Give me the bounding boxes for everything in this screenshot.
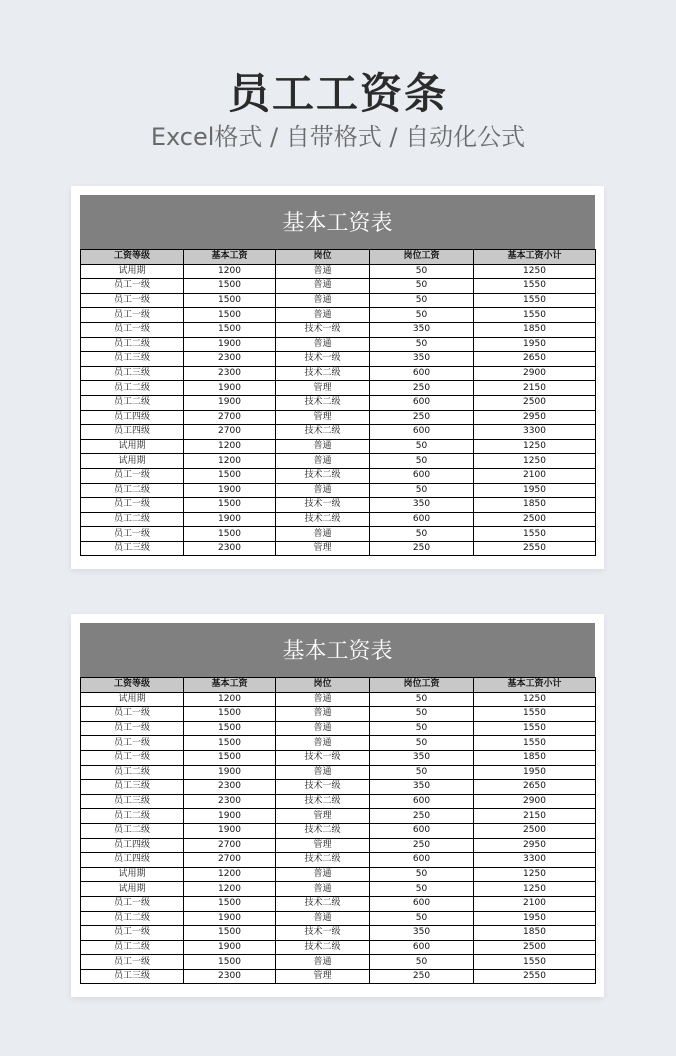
cell-grade: 员工一级 <box>81 293 184 308</box>
cell-post: 普通 <box>276 337 370 352</box>
cell-post-salary: 50 <box>370 692 474 707</box>
cell-grade: 员工二级 <box>81 512 184 527</box>
cell-grade: 员工一级 <box>81 279 184 294</box>
table-row <box>81 527 596 542</box>
cell-grade: 员工二级 <box>81 809 184 824</box>
cell-base-salary: 1200 <box>184 454 276 469</box>
cell-base-salary: 1200 <box>184 264 276 279</box>
cell-post-salary: 350 <box>370 780 474 795</box>
cell-base-salary: 1500 <box>184 896 276 911</box>
cell-subtotal: 1250 <box>474 439 596 454</box>
cell-base-salary: 1500 <box>184 527 276 542</box>
cell-base-salary: 1900 <box>184 823 276 838</box>
cell-base-salary: 1500 <box>184 468 276 483</box>
cell-subtotal: 2650 <box>474 780 596 795</box>
cell-grade: 试用期 <box>81 867 184 882</box>
cell-grade: 员工一级 <box>81 322 184 337</box>
cell-subtotal: 1850 <box>474 498 596 513</box>
cell-grade: 员工三级 <box>81 541 184 556</box>
cell-subtotal: 1250 <box>474 882 596 897</box>
cell-subtotal: 2950 <box>474 410 596 425</box>
cell-grade: 员工二级 <box>81 940 184 955</box>
salary-sheet-card-2 <box>71 614 604 997</box>
column-header-post-salary: 岗位工资 <box>370 250 474 265</box>
cell-base-salary: 1500 <box>184 308 276 323</box>
cell-subtotal: 2650 <box>474 352 596 367</box>
cell-post: 普通 <box>276 765 370 780</box>
cell-base-salary: 1200 <box>184 439 276 454</box>
table-row <box>81 337 596 352</box>
cell-grade: 员工一级 <box>81 955 184 970</box>
cell-grade: 员工二级 <box>81 395 184 410</box>
cell-post: 普通 <box>276 264 370 279</box>
table-row <box>81 352 596 367</box>
cell-grade: 员工一级 <box>81 468 184 483</box>
cell-post: 普通 <box>276 483 370 498</box>
cell-post-salary: 50 <box>370 279 474 294</box>
cell-base-salary: 1900 <box>184 765 276 780</box>
cell-subtotal: 1550 <box>474 955 596 970</box>
table-row <box>81 955 596 970</box>
cell-post-salary: 350 <box>370 750 474 765</box>
cell-post-salary: 50 <box>370 707 474 722</box>
table-row <box>81 308 596 323</box>
cell-post: 技术二级 <box>276 366 370 381</box>
cell-post-salary: 50 <box>370 527 474 542</box>
cell-grade: 员工三级 <box>81 969 184 984</box>
cell-grade: 试用期 <box>81 454 184 469</box>
cell-grade: 员工二级 <box>81 381 184 396</box>
cell-grade: 员工二级 <box>81 911 184 926</box>
cell-subtotal: 1250 <box>474 454 596 469</box>
cell-post: 技术二级 <box>276 468 370 483</box>
cell-subtotal: 3300 <box>474 425 596 440</box>
table-row <box>81 853 596 868</box>
cell-grade: 员工四级 <box>81 425 184 440</box>
cell-grade: 员工一级 <box>81 707 184 722</box>
cell-subtotal: 1850 <box>474 926 596 941</box>
cell-post-salary: 600 <box>370 395 474 410</box>
cell-base-salary: 1500 <box>184 721 276 736</box>
salary-sheet-card-1 <box>71 186 604 569</box>
cell-base-salary: 1500 <box>184 498 276 513</box>
cell-subtotal: 2500 <box>474 940 596 955</box>
cell-base-salary: 1200 <box>184 867 276 882</box>
table-row <box>81 498 596 513</box>
cell-post-salary: 50 <box>370 765 474 780</box>
cell-base-salary: 1900 <box>184 381 276 396</box>
column-header-subtotal: 基本工资小计 <box>474 678 596 693</box>
cell-post-salary: 250 <box>370 809 474 824</box>
cell-subtotal: 1950 <box>474 765 596 780</box>
cell-post-salary: 50 <box>370 911 474 926</box>
cell-post-salary: 600 <box>370 366 474 381</box>
cell-post: 技术二级 <box>276 794 370 809</box>
cell-post: 技术一级 <box>276 750 370 765</box>
column-header-post-salary: 岗位工资 <box>370 678 474 693</box>
cell-post-salary: 250 <box>370 838 474 853</box>
page-title: 员工工资条 <box>227 69 448 118</box>
cell-base-salary: 1900 <box>184 337 276 352</box>
cell-grade: 员工二级 <box>81 483 184 498</box>
table-row <box>81 541 596 556</box>
table-row <box>81 264 596 279</box>
table-body <box>81 692 596 984</box>
cell-subtotal: 1550 <box>474 736 596 751</box>
cell-grade: 员工一级 <box>81 308 184 323</box>
cell-post-salary: 600 <box>370 425 474 440</box>
cell-grade: 试用期 <box>81 439 184 454</box>
cell-post: 普通 <box>276 867 370 882</box>
cell-subtotal: 1250 <box>474 867 596 882</box>
cell-base-salary: 1900 <box>184 940 276 955</box>
table-row <box>81 911 596 926</box>
cell-base-salary: 1200 <box>184 882 276 897</box>
cell-grade: 员工三级 <box>81 780 184 795</box>
cell-base-salary: 2300 <box>184 541 276 556</box>
cell-subtotal: 1250 <box>474 692 596 707</box>
cell-base-salary: 1900 <box>184 483 276 498</box>
cell-base-salary: 1500 <box>184 750 276 765</box>
cell-post-salary: 600 <box>370 794 474 809</box>
cell-post-salary: 250 <box>370 381 474 396</box>
table-row <box>81 736 596 751</box>
cell-grade: 员工二级 <box>81 823 184 838</box>
sheet-title: 基本工资表 <box>80 195 595 249</box>
cell-post: 技术二级 <box>276 940 370 955</box>
table-row <box>81 750 596 765</box>
cell-post-salary: 50 <box>370 308 474 323</box>
cell-grade: 员工三级 <box>81 366 184 381</box>
cell-post: 管理 <box>276 809 370 824</box>
cell-post-salary: 50 <box>370 439 474 454</box>
cell-subtotal: 2900 <box>474 366 596 381</box>
cell-subtotal: 1250 <box>474 264 596 279</box>
cell-grade: 试用期 <box>81 882 184 897</box>
cell-post-salary: 50 <box>370 264 474 279</box>
cell-post-salary: 50 <box>370 483 474 498</box>
cell-post: 技术一级 <box>276 352 370 367</box>
cell-grade: 员工一级 <box>81 926 184 941</box>
column-header-base-salary: 基本工资 <box>184 678 276 693</box>
cell-grade: 员工二级 <box>81 337 184 352</box>
cell-base-salary: 2700 <box>184 425 276 440</box>
table-row <box>81 794 596 809</box>
cell-post-salary: 350 <box>370 498 474 513</box>
cell-grade: 员工一级 <box>81 896 184 911</box>
table-row <box>81 838 596 853</box>
cell-post-salary: 250 <box>370 541 474 556</box>
cell-post-salary: 50 <box>370 867 474 882</box>
cell-grade: 员工三级 <box>81 352 184 367</box>
cell-post: 普通 <box>276 308 370 323</box>
cell-post-salary: 350 <box>370 352 474 367</box>
table-row <box>81 765 596 780</box>
cell-grade: 员工四级 <box>81 853 184 868</box>
cell-post-salary: 600 <box>370 853 474 868</box>
cell-subtotal: 1550 <box>474 308 596 323</box>
cell-subtotal: 1550 <box>474 279 596 294</box>
cell-subtotal: 1850 <box>474 750 596 765</box>
table-row <box>81 780 596 795</box>
cell-base-salary: 1200 <box>184 692 276 707</box>
table-row <box>81 293 596 308</box>
cell-base-salary: 2700 <box>184 410 276 425</box>
cell-post: 技术一级 <box>276 780 370 795</box>
cell-post-salary: 600 <box>370 468 474 483</box>
cell-post: 普通 <box>276 911 370 926</box>
table-row <box>81 468 596 483</box>
cell-post: 技术一级 <box>276 498 370 513</box>
table-row <box>81 395 596 410</box>
cell-subtotal: 1950 <box>474 337 596 352</box>
cell-subtotal: 2150 <box>474 809 596 824</box>
cell-grade: 员工四级 <box>81 410 184 425</box>
table-row <box>81 721 596 736</box>
cell-base-salary: 1500 <box>184 279 276 294</box>
column-header-base-salary: 基本工资 <box>184 250 276 265</box>
cell-base-salary: 1500 <box>184 955 276 970</box>
cell-post-salary: 50 <box>370 736 474 751</box>
cell-subtotal: 2550 <box>474 969 596 984</box>
cell-grade: 试用期 <box>81 264 184 279</box>
cell-base-salary: 2700 <box>184 853 276 868</box>
cell-grade: 员工三级 <box>81 794 184 809</box>
cell-grade: 员工四级 <box>81 838 184 853</box>
cell-post-salary: 50 <box>370 955 474 970</box>
salary-table <box>80 677 596 984</box>
cell-post: 管理 <box>276 969 370 984</box>
cell-subtotal: 2150 <box>474 381 596 396</box>
cell-subtotal: 2100 <box>474 896 596 911</box>
cell-subtotal: 2500 <box>474 512 596 527</box>
cell-grade: 员工二级 <box>81 765 184 780</box>
table-row <box>81 940 596 955</box>
cell-post: 管理 <box>276 838 370 853</box>
cell-base-salary: 1500 <box>184 926 276 941</box>
cell-post: 普通 <box>276 955 370 970</box>
cell-post-salary: 50 <box>370 293 474 308</box>
cell-post-salary: 50 <box>370 721 474 736</box>
cell-subtotal: 2100 <box>474 468 596 483</box>
cell-grade: 试用期 <box>81 692 184 707</box>
cell-post-salary: 50 <box>370 454 474 469</box>
cell-post: 普通 <box>276 293 370 308</box>
cell-post: 管理 <box>276 541 370 556</box>
cell-subtotal: 2950 <box>474 838 596 853</box>
cell-post: 普通 <box>276 721 370 736</box>
table-row <box>81 381 596 396</box>
cell-subtotal: 2500 <box>474 823 596 838</box>
cell-post-salary: 250 <box>370 410 474 425</box>
cell-base-salary: 2300 <box>184 366 276 381</box>
table-header-row <box>81 250 596 265</box>
table-row <box>81 809 596 824</box>
cell-post-salary: 250 <box>370 969 474 984</box>
table-row <box>81 483 596 498</box>
cell-base-salary: 2300 <box>184 352 276 367</box>
table-row <box>81 322 596 337</box>
cell-subtotal: 3300 <box>474 853 596 868</box>
column-header-grade: 工资等级 <box>81 678 184 693</box>
cell-post-salary: 600 <box>370 896 474 911</box>
cell-base-salary: 1500 <box>184 736 276 751</box>
cell-post: 普通 <box>276 692 370 707</box>
cell-base-salary: 1500 <box>184 707 276 722</box>
table-header-row <box>81 678 596 693</box>
cell-base-salary: 1500 <box>184 322 276 337</box>
cell-subtotal: 1550 <box>474 707 596 722</box>
table-row <box>81 707 596 722</box>
cell-subtotal: 1550 <box>474 293 596 308</box>
cell-post: 技术二级 <box>276 823 370 838</box>
column-header-grade: 工资等级 <box>81 250 184 265</box>
cell-subtotal: 2550 <box>474 541 596 556</box>
cell-subtotal: 1850 <box>474 322 596 337</box>
cell-post-salary: 350 <box>370 926 474 941</box>
cell-base-salary: 1900 <box>184 911 276 926</box>
cell-subtotal: 1950 <box>474 911 596 926</box>
table-row <box>81 410 596 425</box>
cell-base-salary: 1900 <box>184 512 276 527</box>
cell-post-salary: 600 <box>370 512 474 527</box>
table-row <box>81 279 596 294</box>
cell-post: 普通 <box>276 707 370 722</box>
table-row <box>81 366 596 381</box>
cell-post: 技术二级 <box>276 853 370 868</box>
cell-subtotal: 1550 <box>474 721 596 736</box>
cell-post-salary: 350 <box>370 322 474 337</box>
table-row <box>81 823 596 838</box>
cell-base-salary: 1900 <box>184 395 276 410</box>
cell-post: 管理 <box>276 410 370 425</box>
table-row <box>81 512 596 527</box>
cell-base-salary: 2300 <box>184 794 276 809</box>
cell-subtotal: 1950 <box>474 483 596 498</box>
salary-table <box>80 249 596 556</box>
cell-post: 普通 <box>276 736 370 751</box>
cell-post-salary: 50 <box>370 337 474 352</box>
cell-post: 普通 <box>276 454 370 469</box>
cell-post: 技术二级 <box>276 896 370 911</box>
table-row <box>81 969 596 984</box>
cell-post-salary: 50 <box>370 882 474 897</box>
cell-post: 技术二级 <box>276 425 370 440</box>
cell-grade: 员工一级 <box>81 721 184 736</box>
cell-base-salary: 2300 <box>184 969 276 984</box>
cell-post: 技术一级 <box>276 322 370 337</box>
cell-base-salary: 2300 <box>184 780 276 795</box>
table-row <box>81 867 596 882</box>
cell-grade: 员工一级 <box>81 527 184 542</box>
cell-post: 技术二级 <box>276 512 370 527</box>
table-row <box>81 692 596 707</box>
cell-post: 技术一级 <box>276 926 370 941</box>
table-body <box>81 264 596 556</box>
table-row <box>81 454 596 469</box>
cell-post: 普通 <box>276 279 370 294</box>
column-header-post: 岗位 <box>276 678 370 693</box>
cell-post: 技术二级 <box>276 395 370 410</box>
cell-post: 普通 <box>276 882 370 897</box>
cell-post: 管理 <box>276 381 370 396</box>
column-header-subtotal: 基本工资小计 <box>474 250 596 265</box>
cell-subtotal: 2500 <box>474 395 596 410</box>
cell-post-salary: 600 <box>370 823 474 838</box>
table-row <box>81 926 596 941</box>
cell-base-salary: 1500 <box>184 293 276 308</box>
cell-grade: 员工一级 <box>81 750 184 765</box>
cell-grade: 员工一级 <box>81 498 184 513</box>
sheet-title: 基本工资表 <box>80 623 595 677</box>
page-subtitle: Excel格式 / 自带格式 / 自动化公式 <box>150 123 526 151</box>
table-row <box>81 439 596 454</box>
cell-subtotal: 2900 <box>474 794 596 809</box>
cell-subtotal: 1550 <box>474 527 596 542</box>
cell-grade: 员工一级 <box>81 736 184 751</box>
cell-post-salary: 600 <box>370 940 474 955</box>
cell-base-salary: 1900 <box>184 809 276 824</box>
cell-base-salary: 2700 <box>184 838 276 853</box>
column-header-post: 岗位 <box>276 250 370 265</box>
table-row <box>81 425 596 440</box>
cell-post: 普通 <box>276 527 370 542</box>
table-row <box>81 896 596 911</box>
table-row <box>81 882 596 897</box>
cell-post: 普通 <box>276 439 370 454</box>
